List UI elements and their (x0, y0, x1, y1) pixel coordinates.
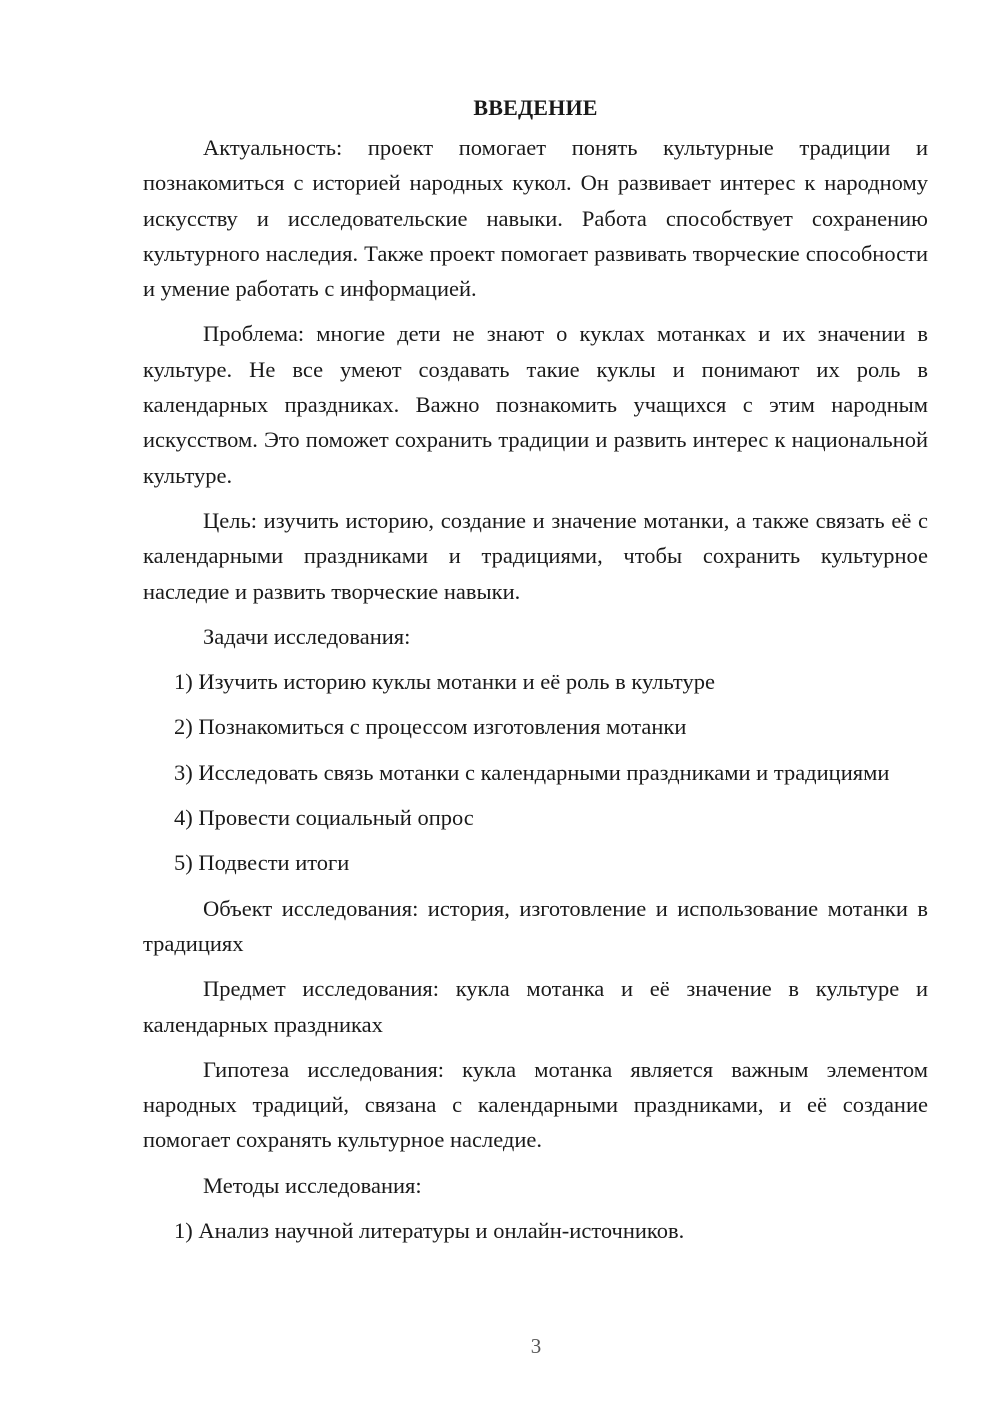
task-item: 2) Познакомиться с процессом изготовления мотанки (174, 714, 687, 740)
object-paragraph: Объект исследования: история, изготовление и использование мотанки в традициях (143, 895, 928, 956)
section-title: ВВЕДЕНИЕ (473, 95, 598, 120)
methods-heading: Методы исследования: (203, 1172, 422, 1198)
task-item: 4) Провести социальный опрос (174, 805, 474, 831)
task-item: 3) Исследовать связь мотанки с календарными праздниками и традициями (174, 759, 890, 785)
problem-paragraph: Проблема: многие дети не знают о куклах мотанках и их значении в культуре. Не все умеют создавать такие куклы и понимают их роль в календарных праздниках. Важно познакомить учащихся с этим народным искусством. Это поможет сохранить традиции и развить интерес к национальной культуре. (143, 321, 928, 488)
task-item: 5) Подвести итоги (174, 850, 350, 876)
subject-paragraph: Предмет исследования: кукла мотанка и её значение в культуре и календарных праздниках (143, 976, 928, 1037)
page-number: 3 (530, 1334, 542, 1358)
tasks-heading: Задачи исследования: (203, 623, 411, 649)
document-page (143, 93, 928, 1258)
goal-paragraph: Цель: изучить историю, создание и значение мотанки, а также связать её с календарными праздниками и традициями, чтобы сохранить культурное наследие и развить творческие навыки. (143, 507, 928, 604)
method-item: 1) Анализ научной литературы и онлайн-источников. (174, 1218, 685, 1244)
relevance-paragraph: Актуальность: проект помогает понять культурные традиции и познакомиться с историей народных кукол. Он развивает интерес к народному искусству и исследовательские навыки. Работа способствует сохранению культурного наследия. Также проект помогает развивать творческие способности и умение работать с информацией. (143, 135, 928, 302)
hypothesis-paragraph: Гипотеза исследования: кукла мотанка является важным элементом народных традиций, связана с календарными праздниками, и её создание помогает сохранять культурное наследие. (143, 1056, 928, 1153)
task-item: 1) Изучить историю куклы мотанки и её роль в культуре (174, 669, 715, 695)
